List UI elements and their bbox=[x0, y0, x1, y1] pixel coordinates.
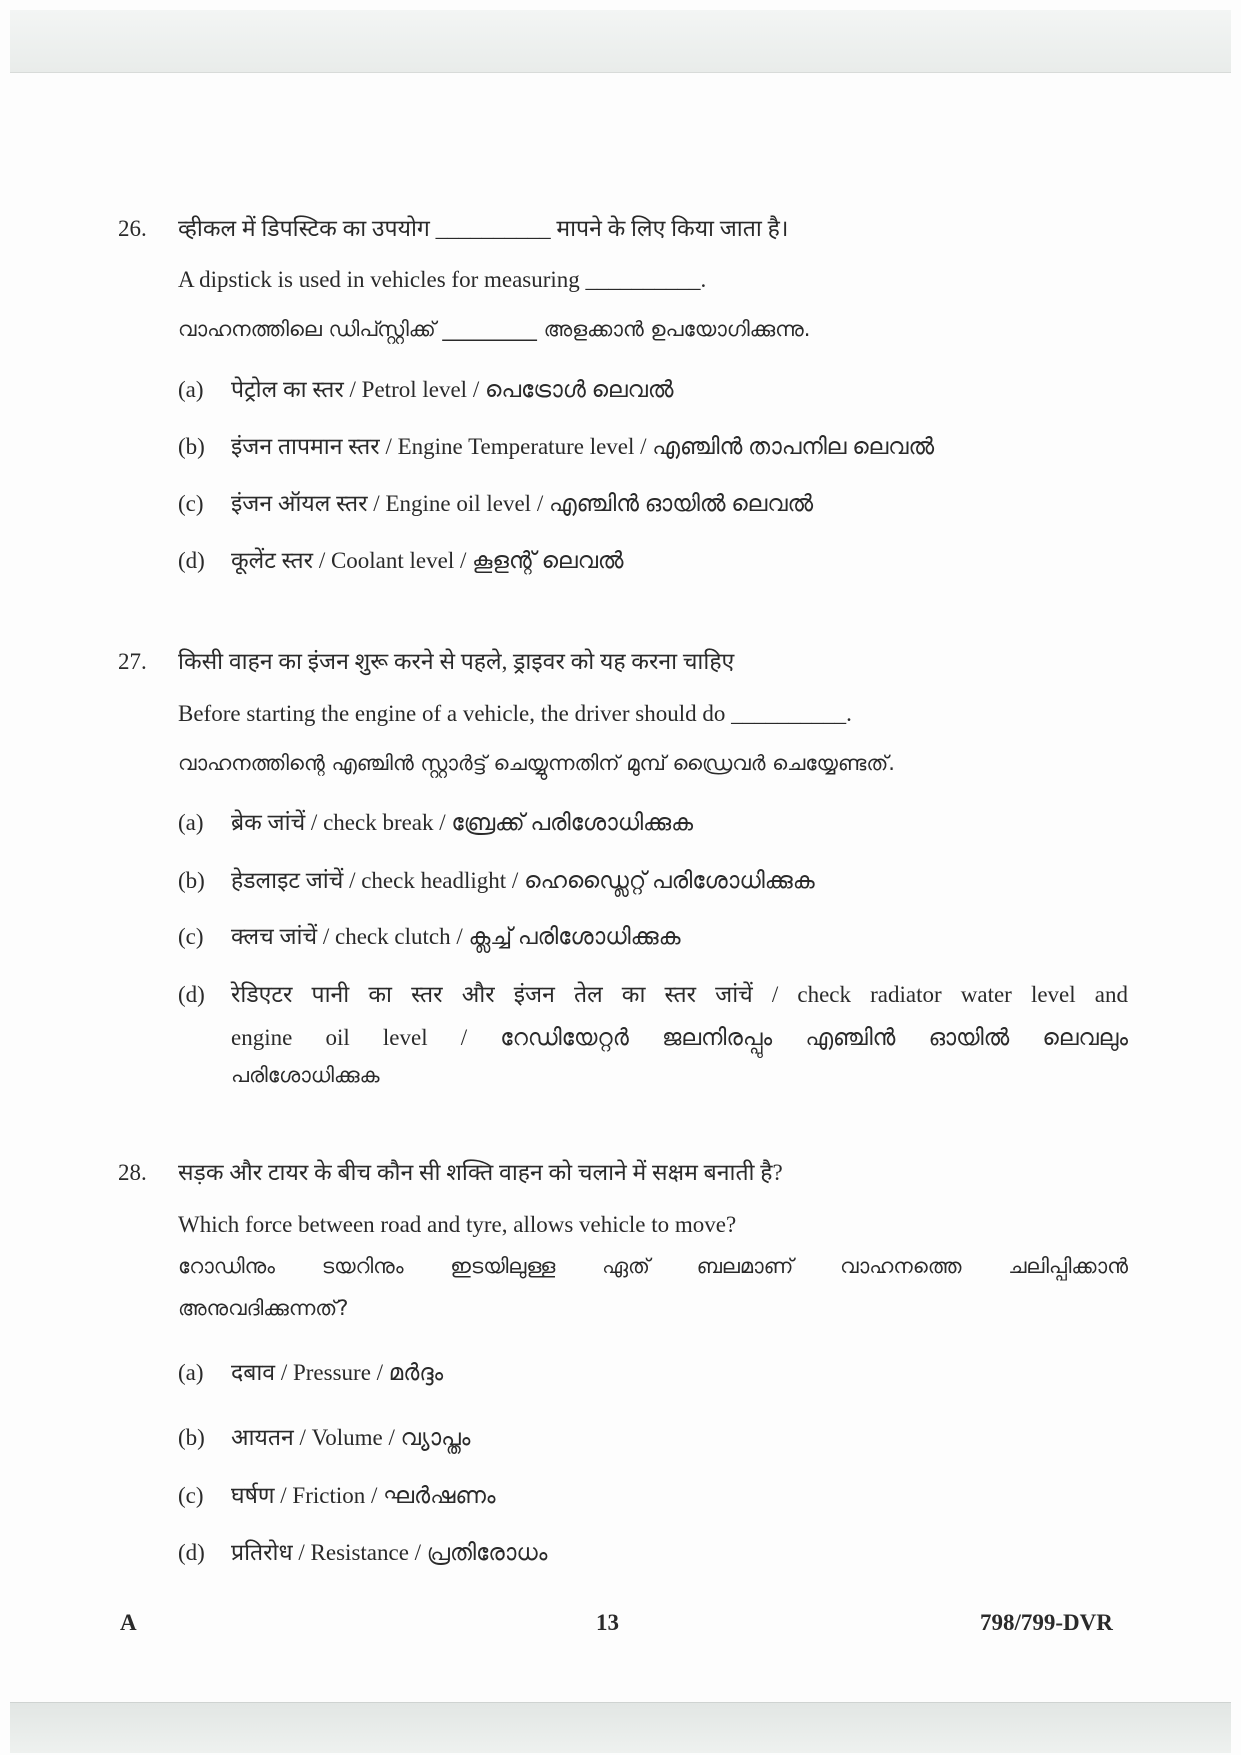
option-label: (c) bbox=[178, 924, 204, 949]
question-hindi: किसी वाहन का इंजन शुरू करने से पहले, ड्राइवर को यह करना चाहिए bbox=[178, 649, 735, 674]
option-c: क्लच जांचें / check clutch / ക്ലച്ച് പരിശോധിക്കുക bbox=[231, 924, 681, 949]
option-label: (b) bbox=[178, 1425, 205, 1450]
question-malayalam: വാഹനത്തിലെ ഡിപ്സ്റ്റിക്ക് _________ അളക്കാൻ ഉപയോഗിക്കുന്നു. bbox=[178, 317, 811, 341]
option-label: (a) bbox=[178, 1360, 204, 1385]
scan-bottom-margin bbox=[10, 1702, 1231, 1753]
question-number: 26. bbox=[118, 216, 147, 241]
option-label: (c) bbox=[178, 491, 204, 516]
option-d-line1: रेडिएटर पानी का स्तर और इंजन तेल का स्तर जांचें / check radiator water level and bbox=[231, 982, 1128, 1007]
question-english: A dipstick is used in vehicles for measuring __________. bbox=[178, 267, 707, 292]
question-hindi: सड़क और टायर के बीच कौन सी शक्ति वाहन को चलाने में सक्षम बनाती है? bbox=[178, 1160, 783, 1185]
option-c: इंजन ऑयल स्तर / Engine oil level / എഞ്ചിൻ ഓയിൽ ലെവൽ bbox=[231, 491, 814, 516]
option-label: (b) bbox=[178, 868, 205, 893]
option-d-line3: പരിശോധിക്കുക bbox=[231, 1063, 380, 1087]
footer-series: A bbox=[120, 1610, 137, 1635]
option-label: (a) bbox=[178, 377, 204, 402]
option-c: घर्षण / Friction / ഘർഷണം bbox=[231, 1483, 496, 1508]
footer-code: 798/799-DVR bbox=[980, 1610, 1113, 1635]
question-malayalam: വാഹനത്തിന്റെ എഞ്ചിൻ സ്റ്റാർട്ട് ചെയ്യുന്നതിന് മുമ്പ് ഡ്രൈവർ ചെയ്യേണ്ടത്. bbox=[178, 751, 895, 775]
option-label: (c) bbox=[178, 1483, 204, 1508]
question-malayalam-line1: റോഡിനും ടയറിനും ഇടയിലുള്ള ഏത് ബലമാണ് വാഹനത്തെ ചലിപ്പിക്കാൻ bbox=[178, 1254, 1128, 1278]
question-number: 28. bbox=[118, 1160, 147, 1185]
option-b: आयतन / Volume / വ്യാപ്തം bbox=[231, 1425, 471, 1450]
option-b: इंजन तापमान स्तर / Engine Temperature level / എഞ്ചിൻ താപനില ലെവൽ bbox=[231, 434, 935, 459]
question-english: Which force between road and tyre, allows vehicle to move? bbox=[178, 1212, 737, 1237]
option-d: कूलेंट स्तर / Coolant level / കൂളന്റ് ലെവൽ bbox=[231, 548, 624, 573]
option-b: हेडलाइट जांचें / check headlight / ഹെഡ്ലൈറ്റ് പരിശോധിക്കുക bbox=[231, 868, 815, 893]
option-a: पेट्रोल का स्तर / Petrol level / പെട്രോൾ ലെവൽ bbox=[231, 377, 674, 402]
question-malayalam-line2: അനുവദിക്കുന്നത്? bbox=[178, 1296, 349, 1320]
option-d-line2: engine oil level / റേഡിയേറ്റർ ജലനിരപ്പും എഞ്ചിൻ ഓയിൽ ലെവലും bbox=[231, 1025, 1128, 1050]
option-label: (d) bbox=[178, 1540, 205, 1565]
question-number: 27. bbox=[118, 649, 147, 674]
option-label: (d) bbox=[178, 548, 205, 573]
option-d: प्रतिरोध / Resistance / പ്രതിരോധം bbox=[231, 1540, 548, 1565]
question-english: Before starting the engine of a vehicle, the driver should do __________. bbox=[178, 701, 852, 726]
option-label: (d) bbox=[178, 982, 205, 1007]
option-a: ब्रेक जांचें / check break / ബ്രേക്ക് പരിശോധിക്കുക bbox=[231, 810, 694, 835]
option-label: (a) bbox=[178, 810, 204, 835]
footer-page-number: 13 bbox=[596, 1610, 619, 1635]
option-a: दबाव / Pressure / മർദ്ദം bbox=[231, 1360, 444, 1385]
scan-top-margin bbox=[10, 10, 1231, 73]
option-label: (b) bbox=[178, 434, 205, 459]
question-hindi: व्हीकल में डिपस्टिक का उपयोग __________ मापने के लिए किया जाता है। bbox=[178, 216, 789, 241]
